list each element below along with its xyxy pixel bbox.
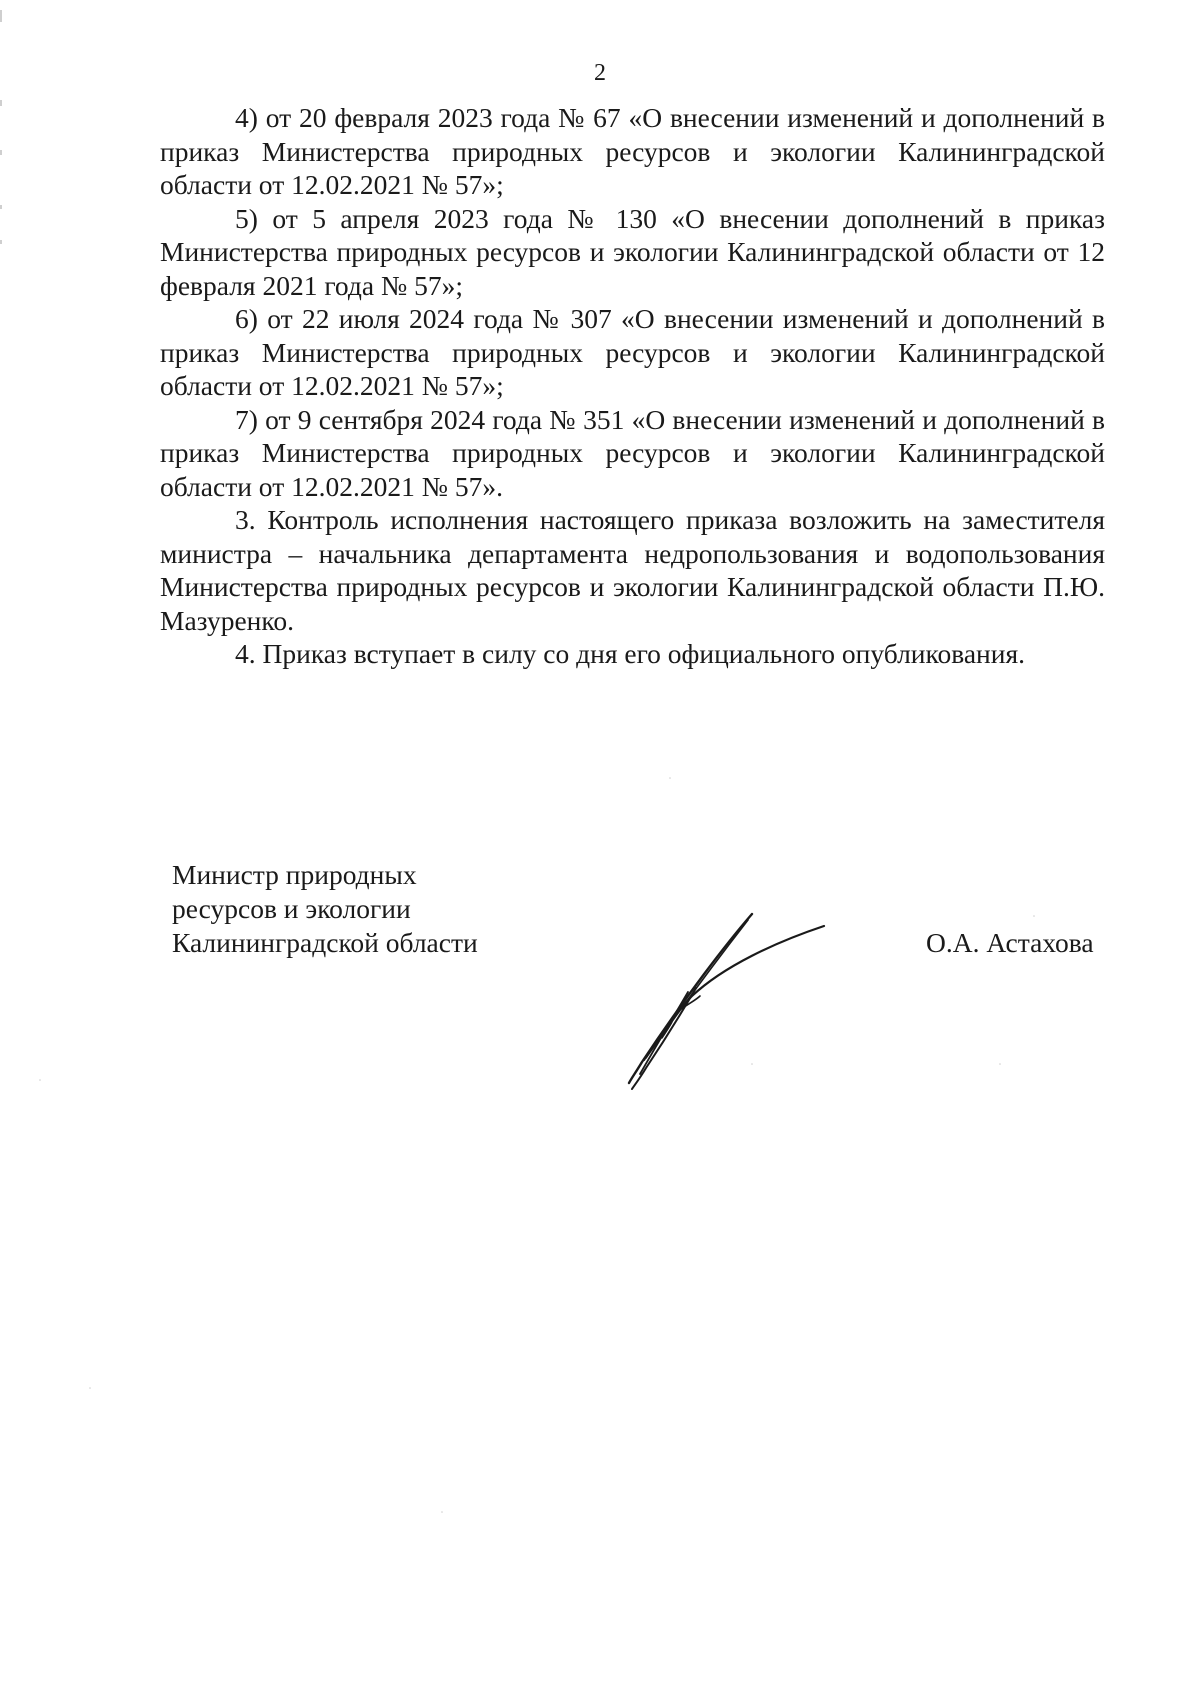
signatory-title-line: Калининградской области [172, 927, 478, 958]
signatory-name: О.А. Астахова [926, 927, 1094, 958]
signature-stroke [640, 992, 688, 1074]
signatory-title-line: Министр природных [172, 859, 417, 890]
document-body [160, 101, 1105, 671]
paragraph-item-4: 4) от 20 февраля 2023 года № 67 «О внесении изменений и дополнений в приказ Министерства природных ресурсов и экологии Калининградской области от 12.02.2021 № 57»; [160, 102, 1105, 200]
signature-stroke [644, 926, 824, 1060]
page-number: 2 [594, 60, 606, 86]
paragraph-item-7: 7) от 9 сентября 2024 года № 351 «О внесении изменений и дополнений в приказ Министерства природных ресурсов и экологии Калининградской области от 12.02.2021 № 57». [160, 403, 1105, 502]
paragraph-effective-clause: 4. Приказ вступает в силу со дня его официального опубликования. [235, 638, 1026, 669]
signatory-title [172, 858, 572, 960]
signature-stroke [632, 988, 696, 1089]
paragraph-item-5: 5) от 5 апреля 2023 года № 130 «О внесении дополнений в приказ Министерства природных ресурсов и экологии Калининградской области от 12 февраля 2021 года № 57»; [160, 202, 1105, 301]
paragraph-control-clause: 3. Контроль исполнения настоящего приказа возложить на заместителя министра – начальника департамента недропользования и водопользования Министерства природных ресурсов и экологии Калининградской области П.Ю. Мазуренко. [160, 504, 1105, 636]
signatory-title-line: ресурсов и экологии [172, 893, 411, 924]
paragraph-item-6: 6) от 22 июля 2024 года № 307 «О внесении изменений и дополнений в приказ Министерства природных ресурсов и экологии Калининградской области от 12.02.2021 № 57»; [160, 303, 1105, 401]
handwritten-signature [600, 900, 860, 1090]
